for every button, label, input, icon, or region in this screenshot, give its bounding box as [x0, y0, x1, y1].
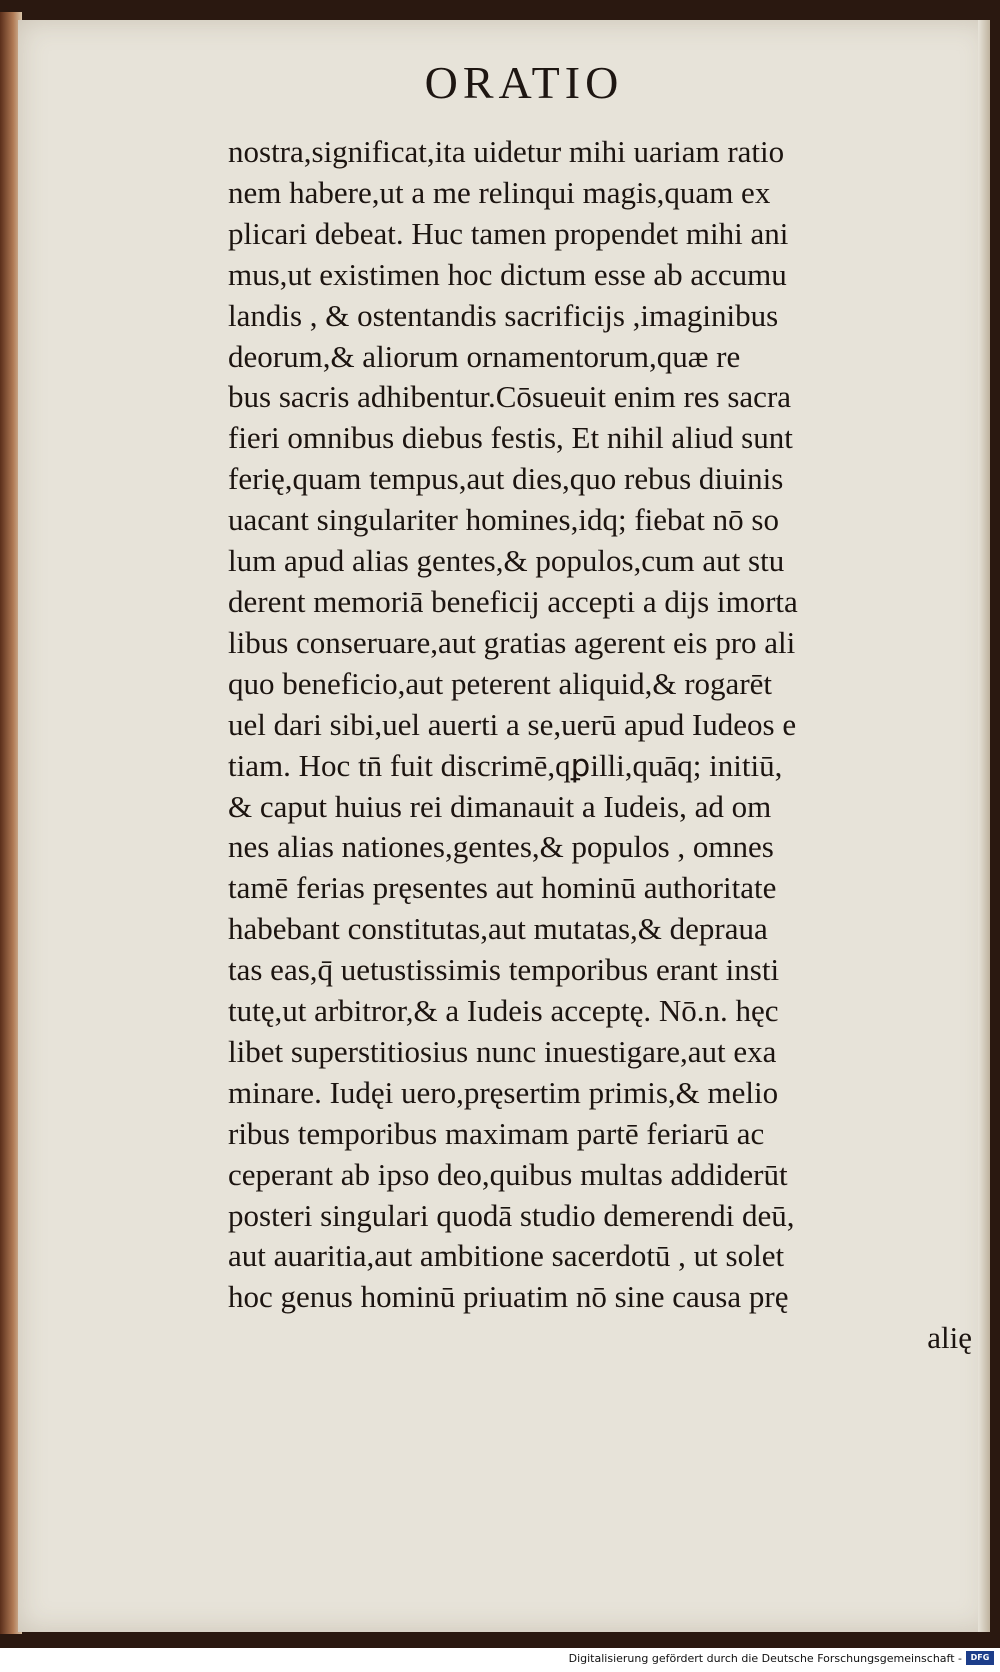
text-line: ferię,quam tempus,aut dies,quo rebus diuinis — [228, 461, 784, 497]
text-line: landis , & ostentandis sacrificijs ,imaginibus — [228, 297, 779, 333]
text-line: deorum,& aliorum ornamentorum,quæ re — [228, 338, 741, 374]
text-line: ribus temporibus maximam partē feriarū ac — [228, 1115, 765, 1151]
text-line: libus conseruare,aut gratias agerent eis pro ali — [228, 624, 796, 660]
text-line: lum apud alias gentes,& populos,cum aut stu — [228, 543, 785, 579]
text-line: tamē ferias pręsentes aut hominū authoritate — [228, 870, 777, 906]
catchword: alię — [927, 1320, 972, 1356]
text-line: quo beneficio,aut peterent aliquid,& rogarēt — [228, 665, 773, 701]
text-line: uel dari sibi,uel auerti a se,uerū apud Iudeos e — [228, 706, 797, 742]
text-line: tiam. Hoc tn̄ fuit discrimē,qꝑilli,quāq; initiū, — [228, 747, 783, 783]
dfg-logo: DFG — [966, 1651, 994, 1665]
text-line: aut auaritia,aut ambitione sacerdotū , ut solet — [228, 1238, 785, 1274]
book-page — [18, 20, 990, 1632]
text-line: derent memoriā beneficij accepti a dijs imorta — [228, 583, 798, 619]
text-line: nostra,significat,ita uidetur mihi uariam ratio — [228, 134, 785, 169]
text-line: & caput huius rei dimanauit a Iudeis, ad om — [228, 788, 772, 824]
body-text — [228, 132, 998, 1359]
funding-credit: Digitalisierung gefördert durch die Deutsche Forschungsgemeinschaft - — [568, 1652, 962, 1665]
text-line: nes alias nationes,gentes,& populos , omnes — [228, 829, 774, 865]
text-line: posteri singulari quodā studio demerendi deū, — [228, 1197, 795, 1233]
running-head: ORATIO — [424, 57, 624, 108]
text-line: nem habere,ut a me relinqui magis,quam ex — [228, 174, 771, 210]
text-line: minare. Iudęi uero,pręsertim primis,& melio — [228, 1074, 779, 1110]
text-line: tutę,ut arbitror,& a Iudeis acceptę. Nō.n. hęc — [228, 993, 779, 1029]
text-line: bus sacris adhibentur.Cōsueuit enim res sacra — [228, 379, 792, 415]
text-line: hoc genus hominū priuatim nō sine causa prę — [228, 1279, 789, 1315]
text-line: plicari debeat. Huc tamen propendet mihi ani — [228, 215, 789, 251]
text-line: libet superstitiosius nunc inuestigare,aut exa — [228, 1033, 777, 1069]
text-line: habebant constitutas,aut mutatas,& deprauа — [228, 911, 768, 947]
text-line: uacant singulariter homines,idq; fiebat nō so — [228, 502, 779, 538]
text-line: ceperant ab ipso deo,quibus multas addiderūt — [228, 1156, 788, 1192]
text-line: fieri omnibus diebus festis, Et nihil aliud sunt — [228, 420, 793, 456]
text-line: tas eas,q̄ uetustissimis temporibus erant insti — [228, 952, 780, 988]
text-line: mus,ut existimen hoc dictum esse ab accumu — [228, 256, 787, 292]
